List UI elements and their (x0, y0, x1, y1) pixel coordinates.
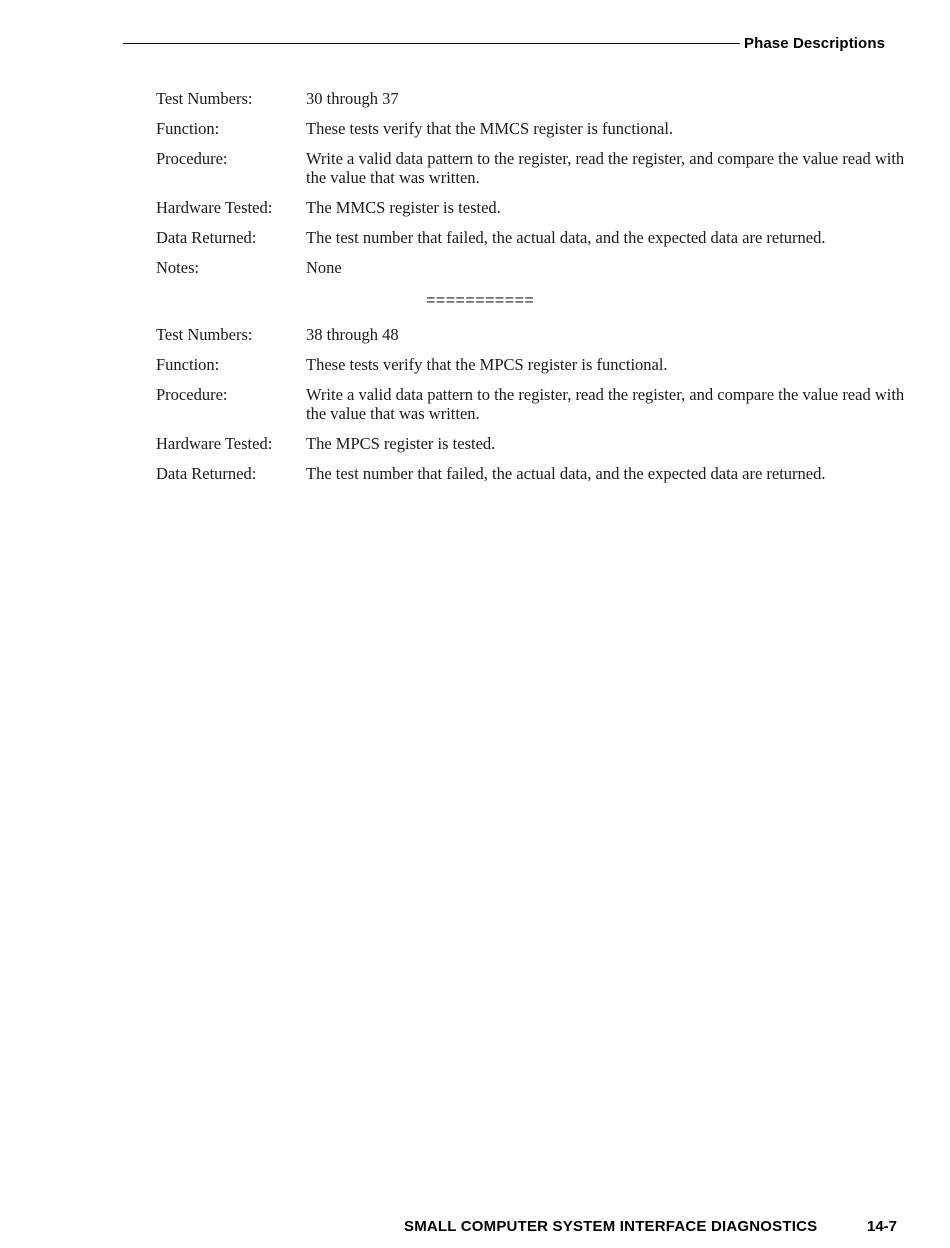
test-numbers-label: Test Numbers: (156, 325, 253, 344)
test-entry-2 (156, 325, 916, 483)
header-rule (123, 43, 740, 44)
hardware-tested-value: The MPCS register is tested. (306, 434, 496, 453)
data-returned-row (156, 228, 916, 247)
procedure-label: Procedure: (156, 385, 228, 404)
footer-title: SMALL COMPUTER SYSTEM INTERFACE DIAGNOSTICS (404, 1218, 818, 1235)
function-label: Function: (156, 119, 220, 138)
page-number: 14-7 (867, 1218, 898, 1235)
data-returned-row (156, 464, 916, 483)
test-numbers-label: Test Numbers: (156, 89, 253, 108)
notes-value: None (306, 258, 342, 277)
function-value: These tests verify that the MMCS register is functional. (306, 119, 674, 138)
test-numbers-value: 30 through 37 (306, 89, 399, 108)
procedure-row (156, 149, 916, 187)
function-value: These tests verify that the MPCS register is functional. (306, 355, 668, 374)
hardware-tested-label: Hardware Tested: (156, 198, 273, 217)
test-entry-1 (156, 89, 916, 277)
hardware-tested-label: Hardware Tested: (156, 434, 273, 453)
data-returned-label: Data Returned: (156, 464, 257, 483)
hardware-tested-row (156, 198, 916, 217)
function-label: Function: (156, 355, 220, 374)
notes-label: Notes: (156, 258, 200, 277)
hardware-tested-row (156, 434, 916, 453)
function-row (156, 355, 916, 374)
function-row (156, 119, 916, 138)
procedure-row (156, 385, 916, 423)
procedure-value: Write a valid data pattern to the register, read the register, and compare the value read with the value that was written. (306, 149, 905, 187)
test-numbers-row (156, 325, 916, 344)
data-returned-label: Data Returned: (156, 228, 257, 247)
notes-row (156, 258, 916, 277)
test-numbers-value: 38 through 48 (306, 325, 399, 344)
test-numbers-row (156, 89, 916, 108)
hardware-tested-value: The MMCS register is tested. (306, 198, 501, 217)
page-header-title: Phase Descriptions (744, 35, 886, 52)
procedure-label: Procedure: (156, 149, 228, 168)
entry-separator: =========== (426, 292, 535, 309)
procedure-value: Write a valid data pattern to the register, read the register, and compare the value read with the value that was written. (306, 385, 905, 423)
data-returned-value: The test number that failed, the actual data, and the expected data are returned. (306, 464, 826, 483)
data-returned-value: The test number that failed, the actual data, and the expected data are returned. (306, 228, 826, 247)
